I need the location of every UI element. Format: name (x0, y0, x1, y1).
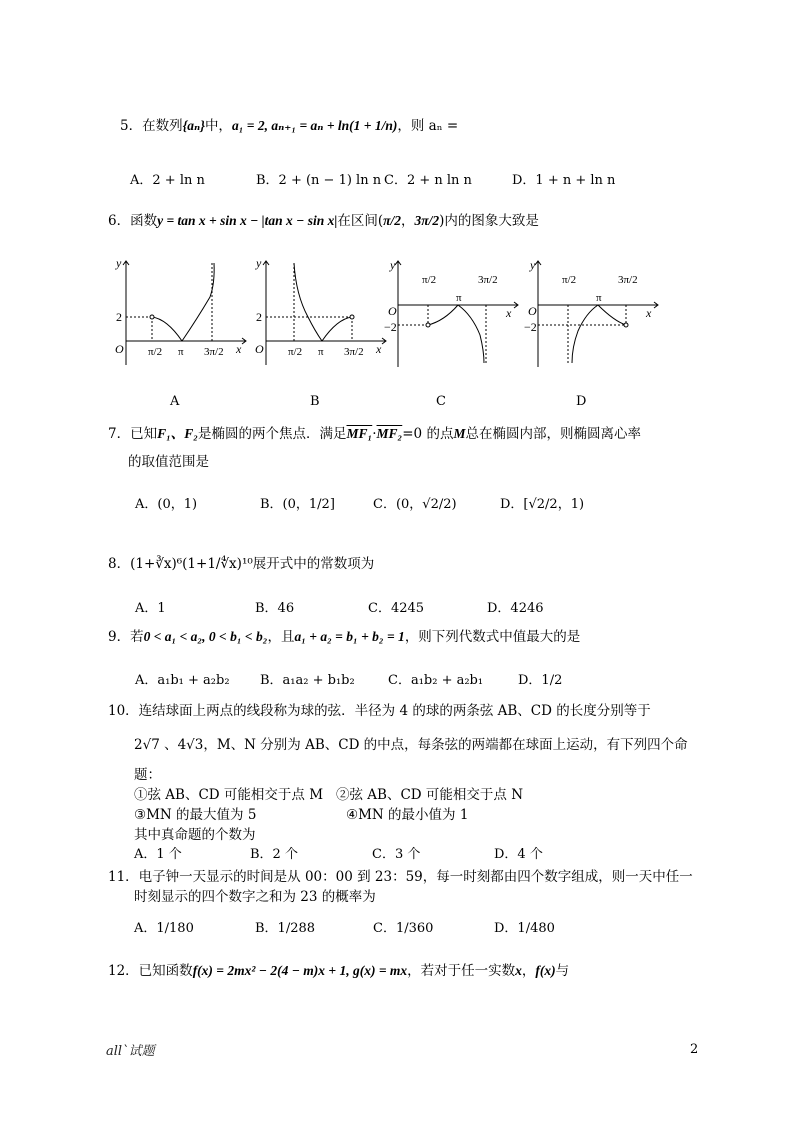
graph-label-d: D (576, 394, 587, 409)
q7-option-c: C．(0，√2/2) (373, 497, 457, 512)
graph-d-tick-neg2: −2 (524, 320, 537, 334)
q8-option-c: C．4245 (368, 601, 425, 616)
q5-condition: a₁ = 2, aₙ₊₁ = aₙ + ln(1 + 1/n) (231, 118, 398, 133)
q11-option-c: C．1/360 (373, 921, 434, 936)
q8-option-d: D．4246 (487, 601, 544, 616)
graph-c-tick-3pi-half: 3π/2 (478, 274, 498, 286)
q12-stem: 12．已知函数f(x) = 2mx² − 2(4 − m)x + 1, g(x) = mx，若对于任一实数x，f(x)与 (108, 963, 570, 979)
graph-d-x-label: x (646, 306, 652, 320)
q9-option-d: D．1/2 (518, 673, 563, 688)
q7-stem-line2: 的取值范围是 (128, 454, 209, 470)
graph-a (112, 255, 252, 379)
graph-b-tick-2: 2 (256, 310, 262, 324)
q9-option-a: A．a₁b₁ + a₂b₂ (135, 673, 230, 688)
q6-stem: 6．函数y = tan x + sin x − |tan x − sin x|在区间(π/2，3π/2)内的图象大致是 (108, 213, 539, 229)
q11-option-b: B．1/288 (255, 921, 316, 936)
graph-d-origin: O (528, 304, 537, 318)
q11-stem-line1: 11．电子钟一天显示的时间是从 00：00 到 23：59，每一时刻都由四个数字组成，则一天中任一 (108, 869, 693, 885)
q7-option-b: B．(0，1/2] (260, 497, 335, 512)
graph-d-tick-pi: π (596, 292, 602, 304)
graph-d-y-label: y (530, 258, 536, 272)
graph-a-origin: O (115, 342, 124, 356)
graph-b (252, 255, 392, 379)
graph-d-tick-3pi-half: 3π/2 (618, 274, 638, 286)
q5-prefix: 5．在数列 (120, 118, 183, 134)
graph-d-tick-pi-half: π/2 (562, 274, 577, 286)
graph-a-tick-pi-half: π/2 (148, 346, 163, 358)
graph-c-y-label: y (390, 258, 396, 272)
q11-option-a: A．1/180 (134, 921, 194, 936)
q5-suffix: ，则 aₙ = (397, 118, 459, 134)
q5-option-b: B．2 + (n − 1) ln n (256, 173, 382, 188)
q9-option-b: B．a₁a₂ + b₁b₂ (260, 673, 355, 688)
q10-option-c: C．3 个 (372, 847, 421, 862)
footer-source: all`试题 (106, 1044, 155, 1059)
q8-option-a: A．1 (135, 601, 166, 616)
q7-option-d: D．[√2/2，1) (500, 497, 585, 512)
q5-stem (120, 117, 458, 135)
graph-c-tick-pi: π (456, 292, 462, 304)
graph-a-x-label: x (236, 342, 242, 356)
graph-b-origin: O (255, 342, 264, 356)
page-number: 2 (690, 1042, 699, 1057)
graph-a-tick-2: 2 (116, 310, 122, 324)
q5-option-d: D．1 + n + ln n (512, 173, 616, 188)
q7-stem-line1: 7．已知F₁、F₂是椭圆的两个焦点．满足MF₁·MF₂=0 的点M总在椭圆内部，则椭圆离心率 (108, 426, 641, 442)
q11-stem-line2: 时刻显示的四个数字之和为 23 的概率为 (134, 889, 376, 905)
q10-stem-line1: 10．连结球面上两点的线段称为球的弦．半径为 4 的球的两条弦 AB、CD 的长度分别等于 (108, 703, 651, 719)
graph-c-tick-pi-half: π/2 (422, 274, 437, 286)
graph-b-tick-pi-half: π/2 (288, 346, 303, 358)
graph-c-x-label: x (506, 306, 512, 320)
q10-stem-line2: 2√7 、4√3，M、N 分别为 AB、CD 的中点，每条弦的两端都在球面上运动，有下列四个命 (134, 737, 688, 753)
q9-stem: 9．若0 < a₁ < a₂, 0 < b₁ < b₂，且a₁ + a₂ = b₁ + b₂ = 1，则下列代数式中值最大的是 (108, 629, 581, 645)
q7-option-a: A．(0，1) (135, 497, 198, 512)
graph-a-tick-3pi-half: 3π/2 (204, 346, 224, 358)
graph-d (522, 255, 662, 379)
graph-label-a: A (170, 394, 180, 409)
q8-stem: 8．(1+∛x)⁶(1+1/∜x)¹⁰展开式中的常数项为 (108, 556, 375, 572)
q5-option-c: C．2 + n ln n (384, 173, 472, 188)
q10-stem-line3: 题： (134, 767, 161, 783)
q8-option-b: B．46 (255, 601, 295, 616)
graph-b-tick-3pi-half: 3π/2 (344, 346, 364, 358)
q5-option-a: A．2 + ln n (130, 173, 205, 188)
q10-option-d: D．4 个 (494, 847, 543, 862)
q5-sequence: {aₙ} (182, 118, 205, 133)
q11-option-d: D．1/480 (494, 921, 555, 936)
q10-prop-3: ③MN 的最大值为 5 (134, 807, 257, 823)
q10-prop-1: ①弦 AB、CD 可能相交于点 M (134, 787, 324, 803)
q10-option-b: B．2 个 (250, 847, 298, 862)
graph-c-tick-neg2: −2 (384, 320, 397, 334)
q10-question: 其中真命题的个数为 (134, 827, 256, 843)
graph-c-origin: O (388, 304, 397, 318)
graph-b-y-label: y (256, 256, 262, 270)
q5-mid: 中， (204, 118, 232, 134)
graph-label-b: B (310, 394, 320, 409)
graph-a-y-label: y (116, 256, 122, 270)
q10-prop-2: ②弦 AB、CD 可能相交于点 N (336, 787, 524, 803)
q10-prop-4: ④MN 的最小值为 1 (346, 807, 469, 823)
q9-option-c: C．a₁b₂ + a₂b₁ (388, 673, 484, 688)
graph-a-tick-pi: π (178, 346, 184, 358)
q10-option-a: A．1 个 (134, 847, 182, 862)
graph-c (382, 255, 522, 379)
graph-b-x-label: x (376, 342, 382, 356)
graph-label-c: C (436, 394, 446, 409)
graph-b-tick-pi: π (318, 346, 324, 358)
